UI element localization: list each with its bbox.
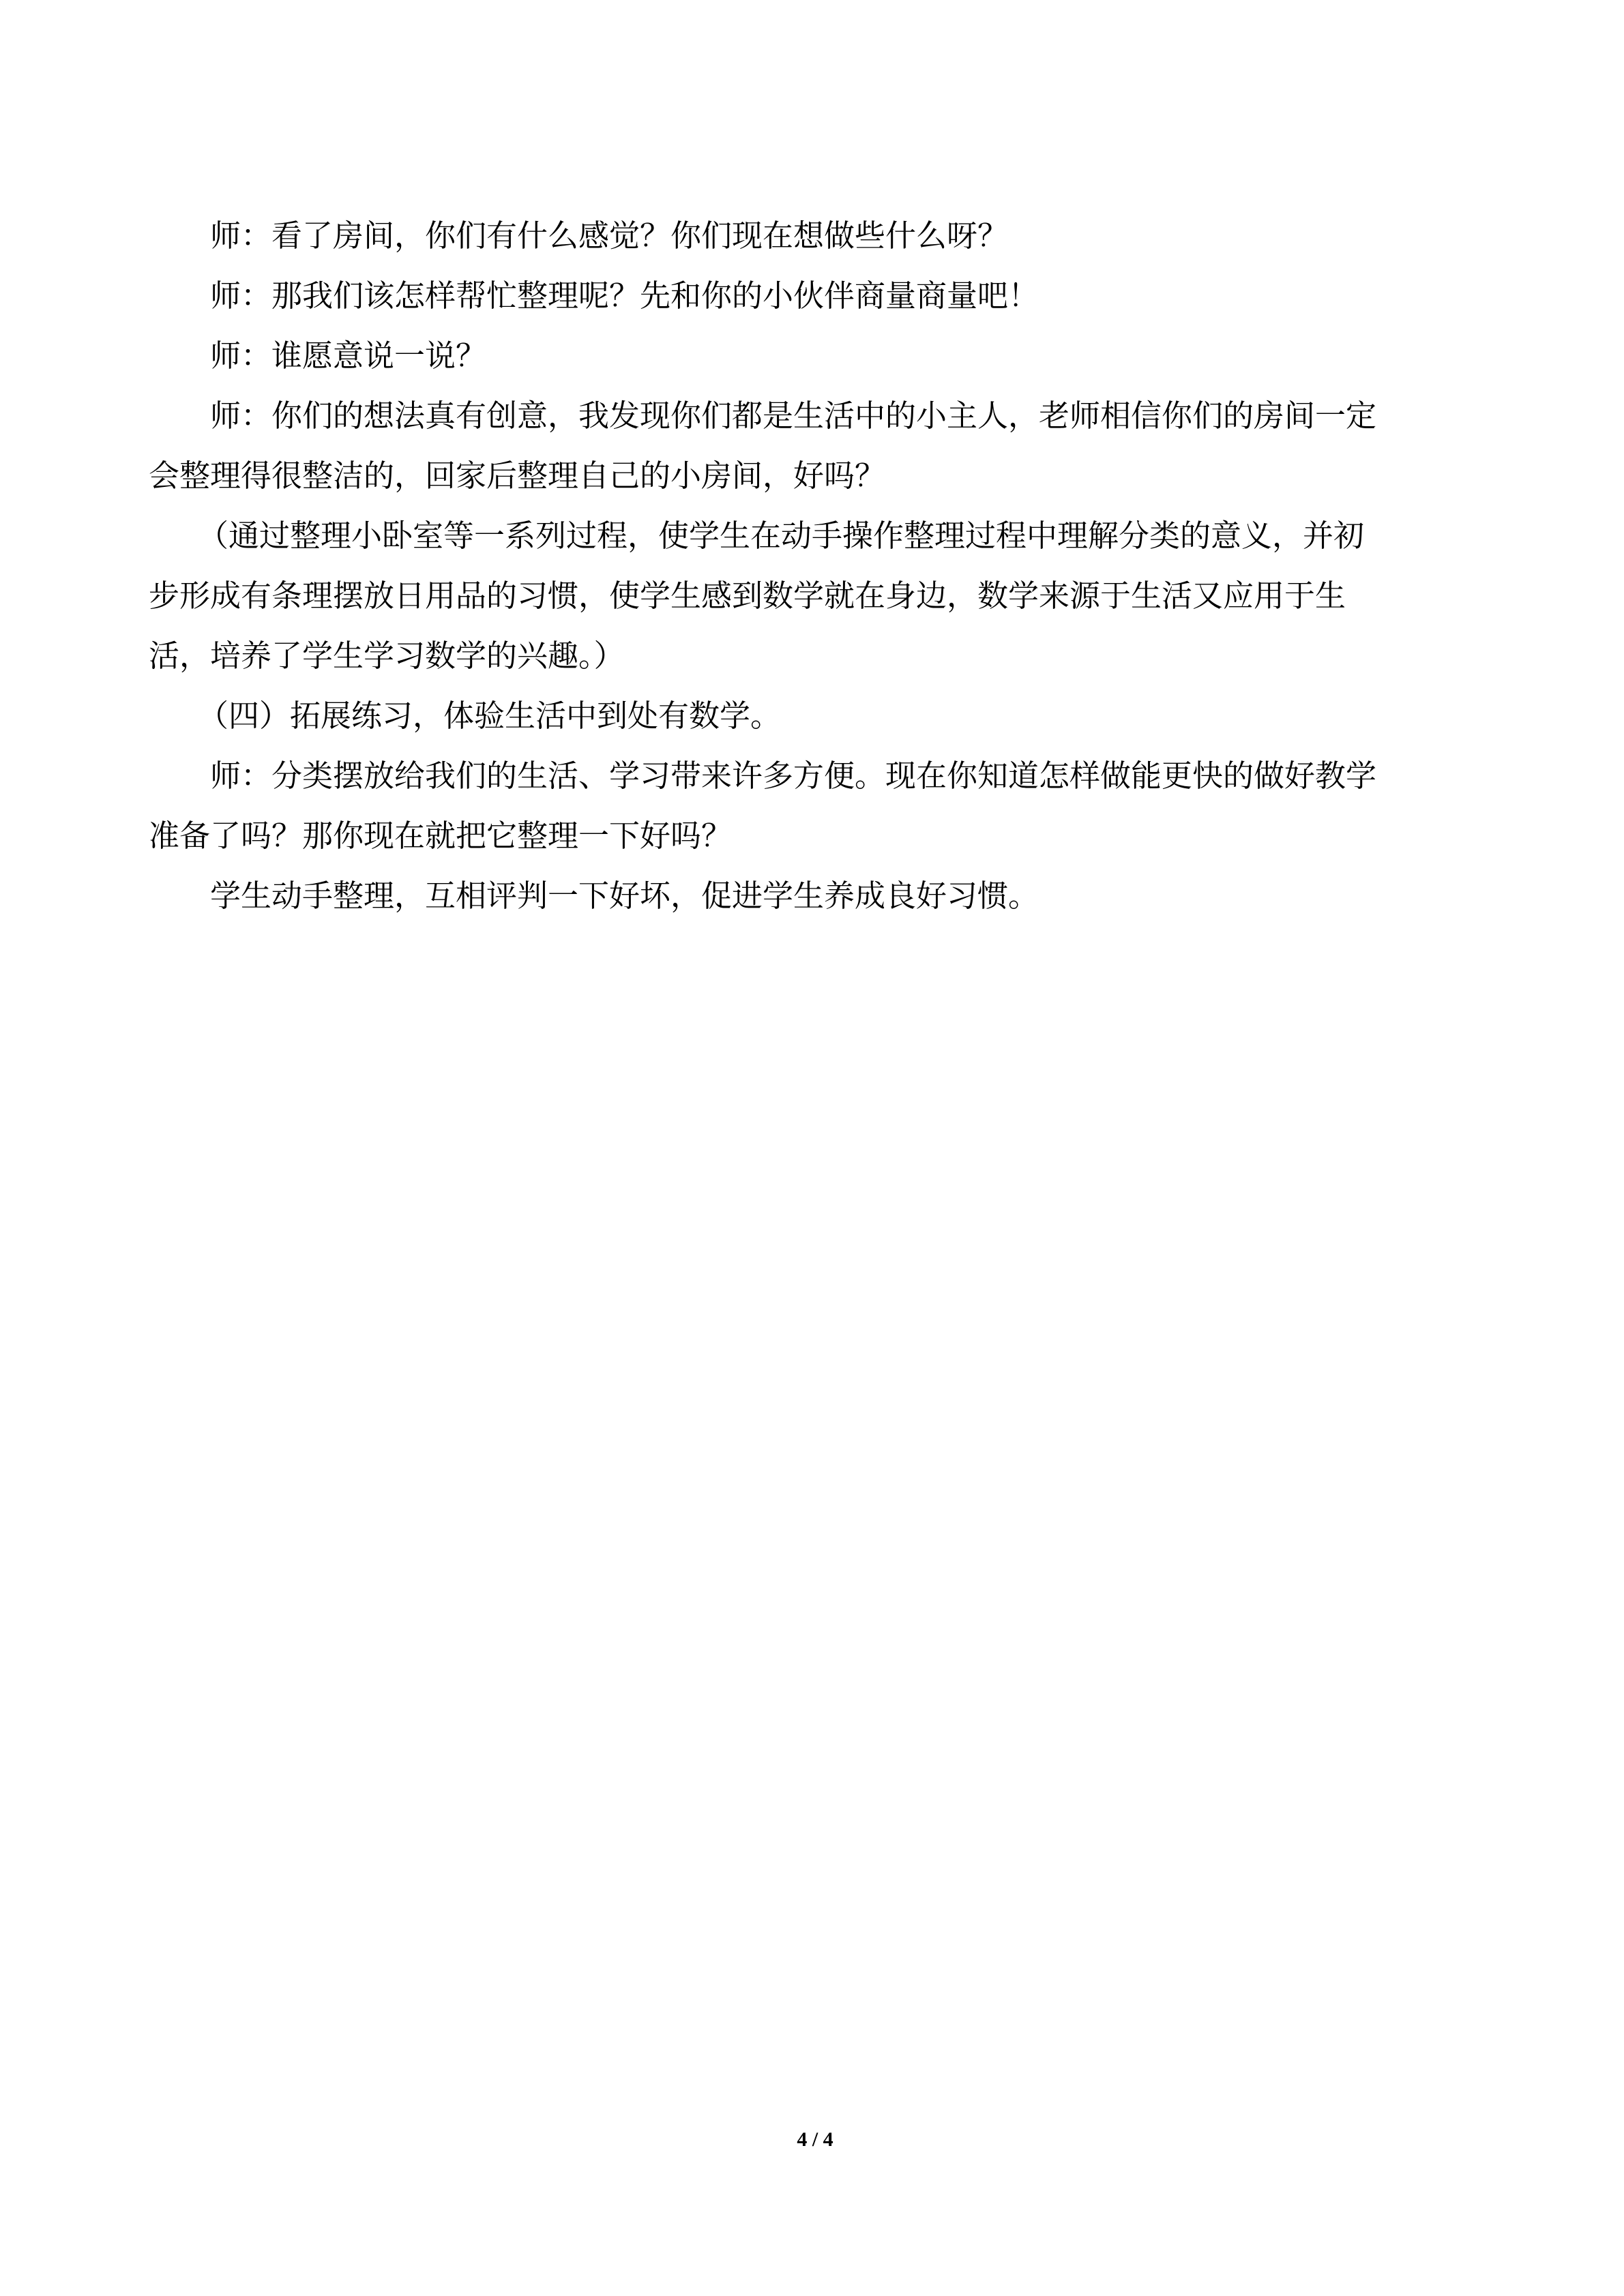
text-line: 师：那我们该怎样帮忙整理呢？先和你的小伙伴商量商量吧！ [210, 278, 1039, 314]
text-line: 师：你们的想法真有创意，我发现你们都是生活中的小主人，老师相信你们的房间一定 [210, 398, 1377, 434]
text-line: 会整理得很整洁的，回家后整理自己的小房间，好吗？ [149, 458, 886, 494]
text-line: （通过整理小卧室等一系列过程，使学生在动手操作整理过程中理解分类的意义，并初 [198, 518, 1365, 554]
text-line: 学生动手整理，互相评判一下好坏，促进学生养成良好习惯。 [210, 878, 1039, 914]
text-line: 师：看了房间，你们有什么感觉？你们现在想做些什么呀？ [210, 218, 1009, 254]
text-line: 活，培养了学生学习数学的兴趣。） [149, 638, 625, 674]
text-line: （四）拓展练习，体验生活中到处有数学。 [198, 698, 782, 734]
text-line: 步形成有条理摆放日用品的习惯，使学生感到数学就在身边，数学来源于生活又应用于生 [149, 578, 1346, 614]
text-line: 师：分类摆放给我们的生活、学习带来许多方便。现在你知道怎样做能更快的做好教学 [210, 758, 1377, 794]
page-number: 4 / 4 [797, 2128, 833, 2151]
text-line: 准备了吗？那你现在就把它整理一下好吗？ [149, 818, 733, 854]
text-line: 师：谁愿意说一说？ [210, 338, 487, 374]
